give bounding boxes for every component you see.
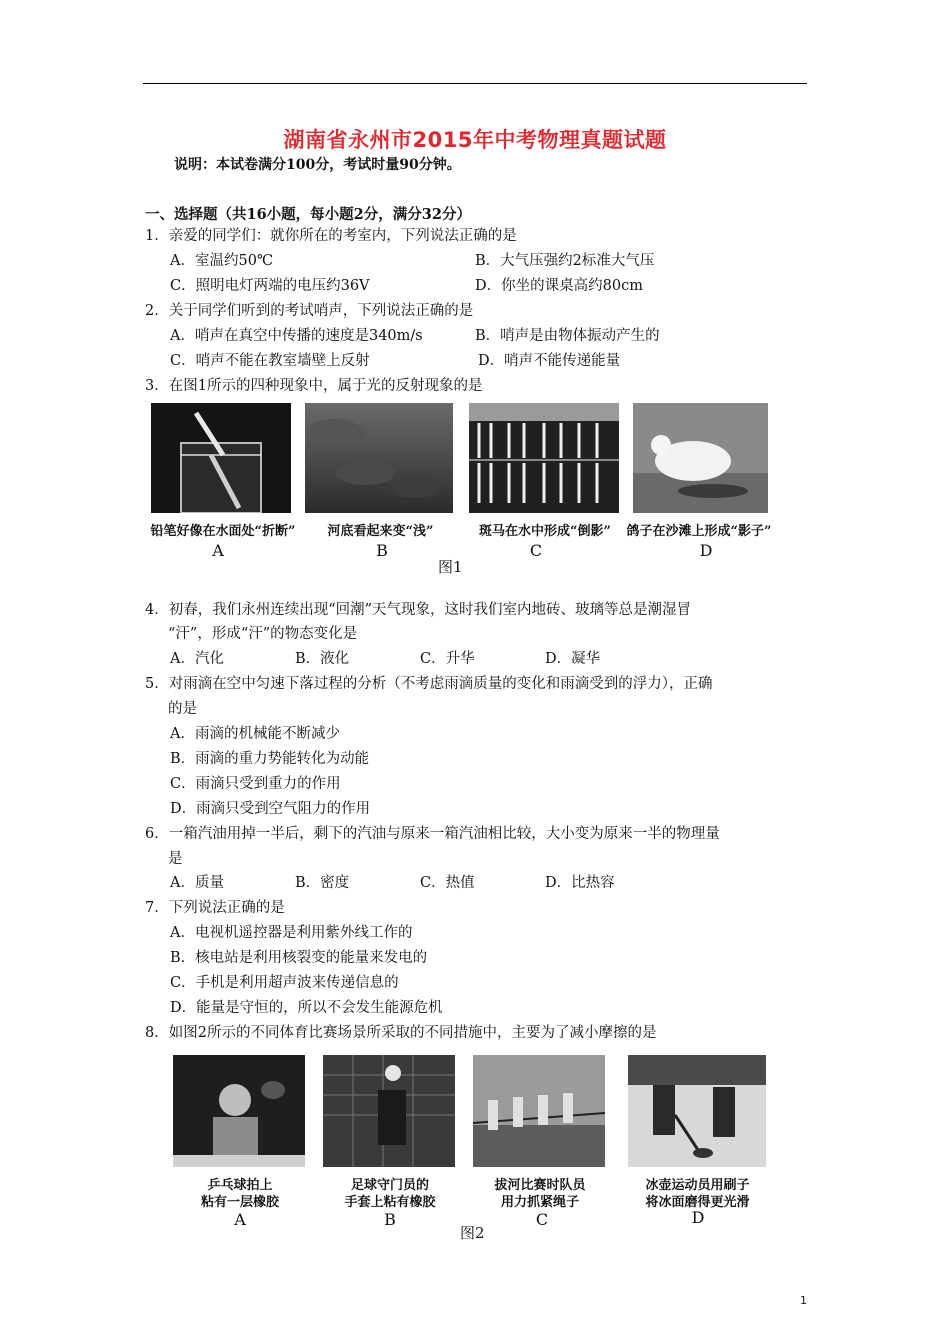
question-5-stem: 5．对雨滴在空中匀速下落过程的分析（不考虑雨滴质量的变化和雨滴受到的浮力），正确 (145, 676, 713, 692)
figure-2-photo-d (628, 1055, 766, 1167)
question-4-stem: 4．初春，我们永州连续出现“回潮”天气现象，这时我们室内地砖、玻璃等总是潮湿冒 (145, 602, 692, 618)
question-5-option-d: D．雨滴只受到空气阻力的作用 (170, 801, 371, 817)
question-6-option-a: A．质量 (170, 875, 224, 891)
question-6-stem-cont: 是 (168, 851, 183, 867)
figure-1-caption-d: 鸽子在沙滩上形成“影子” (626, 524, 772, 539)
page-title: 湖南省永州市2015年中考物理真题试题 (283, 128, 667, 152)
figure-2-caption-c-line1: 拔河比赛时队员 (494, 1178, 586, 1193)
figure-1-letter-d: D (699, 541, 713, 560)
question-8-stem: 8．如图2所示的不同体育比赛场景所采取的不同措施中，主要为了减小摩擦的是 (145, 1025, 657, 1041)
question-2-stem: 2．关于同学们听到的考试哨声，下列说法正确的是 (145, 303, 474, 319)
question-1-option-d: D．你坐的课桌高约80cm (475, 278, 643, 294)
question-6-options (170, 873, 670, 893)
question-1-stem: 1．亲爱的同学们：就你所在的考室内，下列说法正确的是 (145, 228, 517, 244)
figure-2-caption-d-line2: 将冰面磨得更光滑 (645, 1195, 750, 1210)
figure-2-letter-d: D (691, 1208, 705, 1227)
question-7-option-a: A．电视机遥控器是利用紫外线工作的 (170, 925, 413, 941)
question-4-option-c: C．升华 (420, 651, 475, 667)
figure-1-caption-c: 斑马在水中形成“倒影” (479, 524, 611, 539)
question-4-stem-cont: “汗”，形成“汗”的物态变化是 (168, 626, 358, 642)
figure-1-caption-a: 铅笔好像在水面处“折断” (150, 524, 296, 539)
figure-2-photo-a (173, 1055, 305, 1167)
figure-2-photo-b (323, 1055, 455, 1167)
question-5-option-a: A．雨滴的机械能不断减少 (170, 726, 340, 742)
question-4-option-a: A．汽化 (170, 651, 224, 667)
question-7-option-d: D．能量是守恒的，所以不会发生能源危机 (170, 1000, 443, 1016)
figure-1-letter-c: C (529, 541, 543, 560)
figure-2-label: 图2 (460, 1224, 485, 1242)
question-2-option-c: C．哨声不能在教室墙壁上反射 (170, 353, 370, 369)
header-rule (143, 83, 807, 84)
question-6-option-d: D．比热容 (545, 875, 615, 891)
figure-1-photo-c (469, 403, 619, 513)
figure-1 (143, 398, 773, 578)
question-1-option-b: B．大气压强约2标准大气压 (475, 253, 655, 269)
figure-2-letter-a: A (234, 1210, 246, 1229)
figure-2-caption-a-line2: 粘有一层橡胶 (200, 1195, 279, 1210)
question-6-option-c: C．热值 (420, 875, 475, 891)
page-number: 1 (800, 1294, 807, 1307)
question-4-option-d: D．凝华 (545, 651, 601, 667)
figure-1-letter-a: A (212, 541, 224, 560)
question-7-option-b: B．核电站是利用核裂变的能量来发电的 (170, 950, 428, 966)
question-5-option-c: C．雨滴只受到重力的作用 (170, 776, 341, 792)
question-3-stem: 3．在图1所示的四种现象中，属于光的反射现象的是 (145, 378, 483, 394)
figure-1-letter-b: B (376, 541, 388, 560)
figure-1-label: 图1 (438, 558, 463, 576)
figure-1-photo-b (305, 403, 453, 513)
figure-2-photo-c (473, 1055, 605, 1167)
figure-2-caption-d-line1: 冰壶运动员用刷子 (645, 1178, 750, 1193)
question-1-option-a: A．室温约50℃ (170, 253, 274, 269)
question-6-option-b: B．密度 (295, 875, 350, 891)
question-5-option-b: B．雨滴的重力势能转化为动能 (170, 751, 370, 767)
figure-2-caption-a-line1: 乒乓球拍上 (207, 1178, 273, 1193)
question-2-option-a: A．哨声在真空中传播的速度是340m/s (170, 328, 423, 344)
question-5-stem-cont: 的是 (168, 701, 197, 717)
question-7-stem: 7．下列说法正确的是 (145, 900, 285, 916)
figure-2 (165, 1050, 775, 1245)
question-6-stem: 6．一箱汽油用掉一半后，剩下的汽油与原来一箱汽油相比较，大小变为原来一半的物理量 (145, 826, 720, 842)
question-2-option-d: D．哨声不能传递能量 (478, 353, 621, 369)
question-4-options (170, 649, 670, 669)
question-2-option-b: B．哨声是由物体振动产生的 (475, 328, 660, 344)
figure-1-photo-d (633, 403, 768, 513)
question-7-option-c: C．手机是利用超声波来传递信息的 (170, 975, 399, 991)
figure-2-caption-c-line2: 用力抓紧绳子 (500, 1195, 579, 1210)
section-heading: 一、选择题（共16小题，每小题2分，满分32分） (145, 206, 471, 223)
figure-1-photo-a (151, 403, 291, 513)
figure-2-caption-b-line2: 手套上粘有橡胶 (344, 1195, 436, 1210)
question-1-option-c: C．照明电灯两端的电压约36V (170, 278, 370, 294)
exam-note: 说明：本试卷满分100分，考试时量90分钟。 (174, 157, 461, 173)
figure-2-letter-b: B (384, 1210, 396, 1229)
question-4-option-b: B．液化 (295, 651, 350, 667)
figure-2-letter-c: C (535, 1210, 549, 1229)
figure-1-caption-b: 河底看起来变“浅” (327, 524, 434, 539)
figure-2-caption-b-line1: 足球守门员的 (350, 1178, 429, 1193)
